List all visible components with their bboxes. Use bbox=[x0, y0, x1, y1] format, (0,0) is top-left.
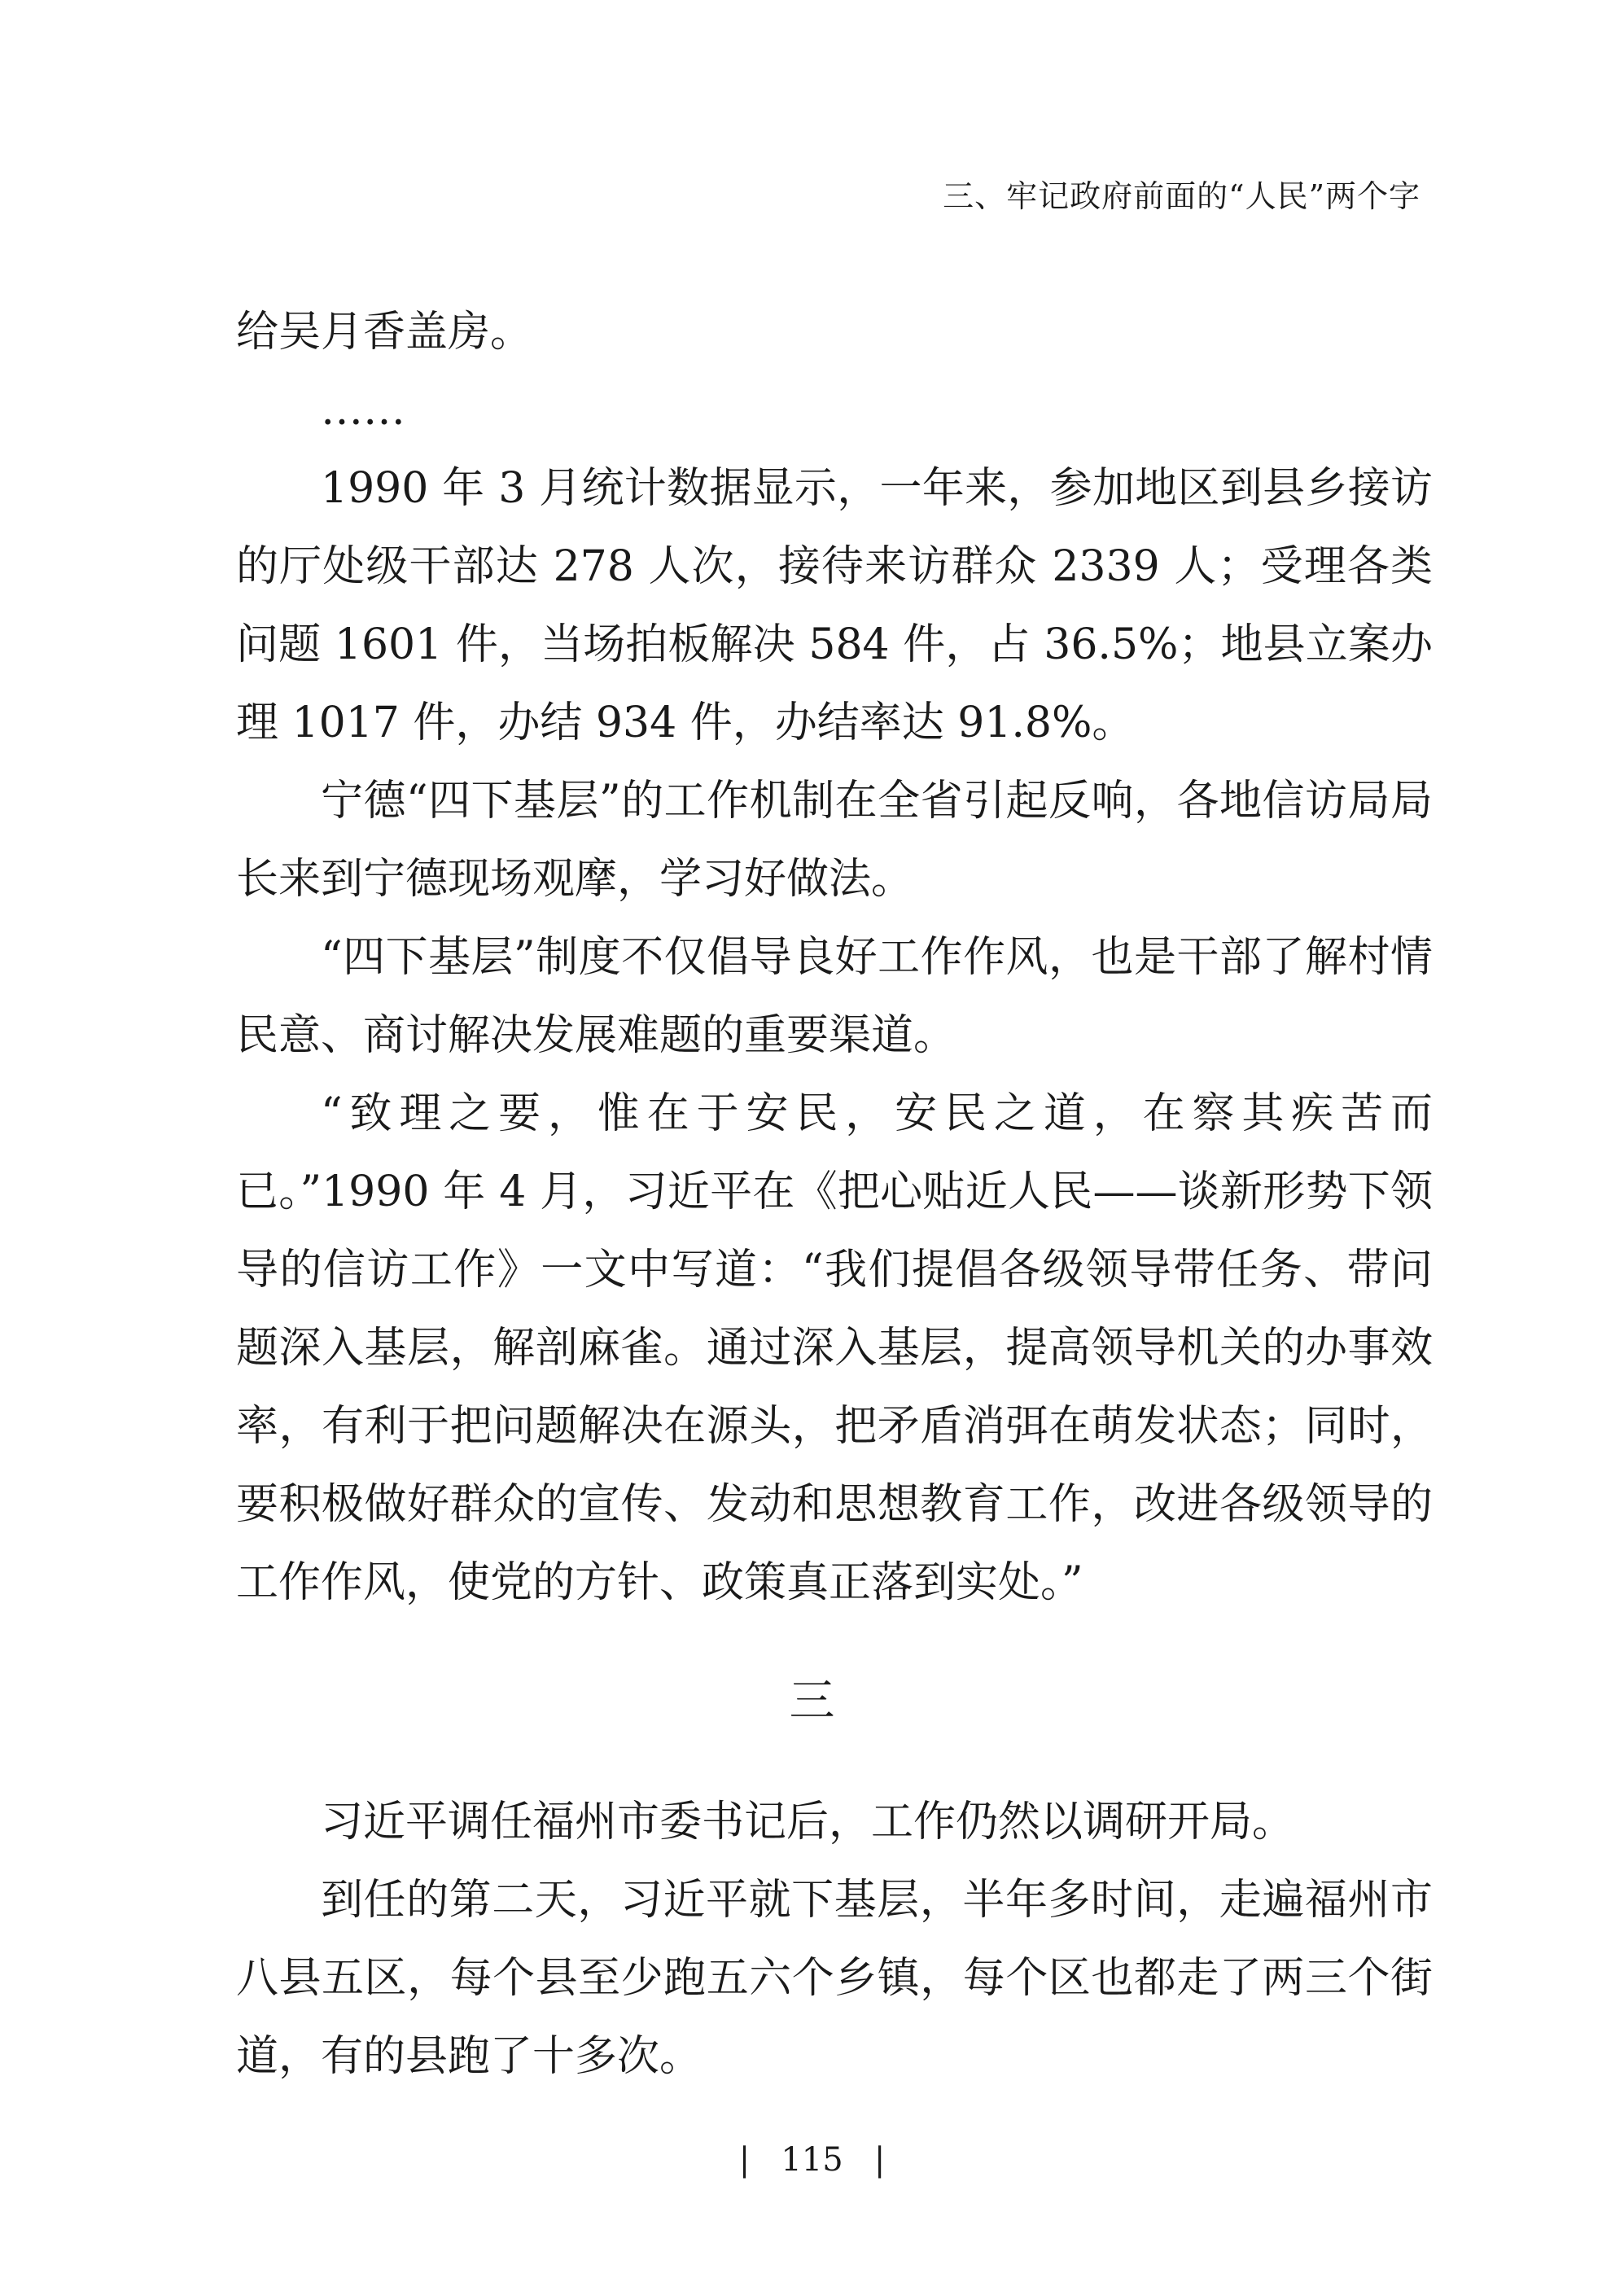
body-text-part2 bbox=[236, 1783, 1433, 2096]
paragraph-continuation: 给吴月香盖房。 bbox=[236, 308, 533, 357]
paragraph-fuzhou-visits: 到任的第二天，习近平就下基层，半年多时间，走遍福州市八县五区，每个县至少跑五六个乡镇，每个区也都走了两三个街道，有的县跑了十多次。 bbox=[236, 1876, 1433, 2081]
paragraph-fuzhou-intro: 习近平调任福州市委书记后，工作仍然以调研开局。 bbox=[321, 1798, 1295, 1846]
section-heading: 三 bbox=[789, 1675, 835, 1728]
paragraph-system: “四下基层”制度不仅倡导良好工作作风，也是干部了解村情民意、商讨解决发展难题的重要渠道。 bbox=[236, 933, 1433, 1060]
paragraph-ellipsis: …… bbox=[321, 386, 405, 435]
running-header: 三、牢记政府前面的“人民”两个字 bbox=[943, 178, 1420, 214]
paragraph-mechanism: 宁德“四下基层”的工作机制在全省引起反响，各地信访局局长来到宁德现场观摩，学习好做法。 bbox=[236, 777, 1433, 904]
paragraph-quote: “致理之要，惟在于安民，安民之道，在察其疾苦而已。”1990 年 4 月，习近平在《把心贴近人民——谈新形势下领导的信访工作》一文中写道：“我们提倡各级领导带任务、带问题深入基层，解剖麻雀。通过深入基层，提高领导机关的办事效率，有利于把问题解决在源头，把矛盾消弭在萌发状态；同时，要积极做好群众的宣传、发动和思想教育工作，改进各级领导的工作作风，使党的方针、政策真正落到实处。” bbox=[236, 1089, 1433, 1607]
page-number: | 115 | bbox=[738, 2141, 886, 2179]
paragraph-statistics: 1990 年 3 月统计数据显示，一年来，参加地区到县乡接访的厅处级干部达 278 人次，接待来访群众 2339 人；受理各类问题 1601 件，当场拍板解决 584 件，占 36.5%；地县立案办理 1017 件，办结 934 件，办结率达 91.8%。 bbox=[236, 464, 1433, 747]
body-text-part1 bbox=[236, 293, 1433, 1622]
